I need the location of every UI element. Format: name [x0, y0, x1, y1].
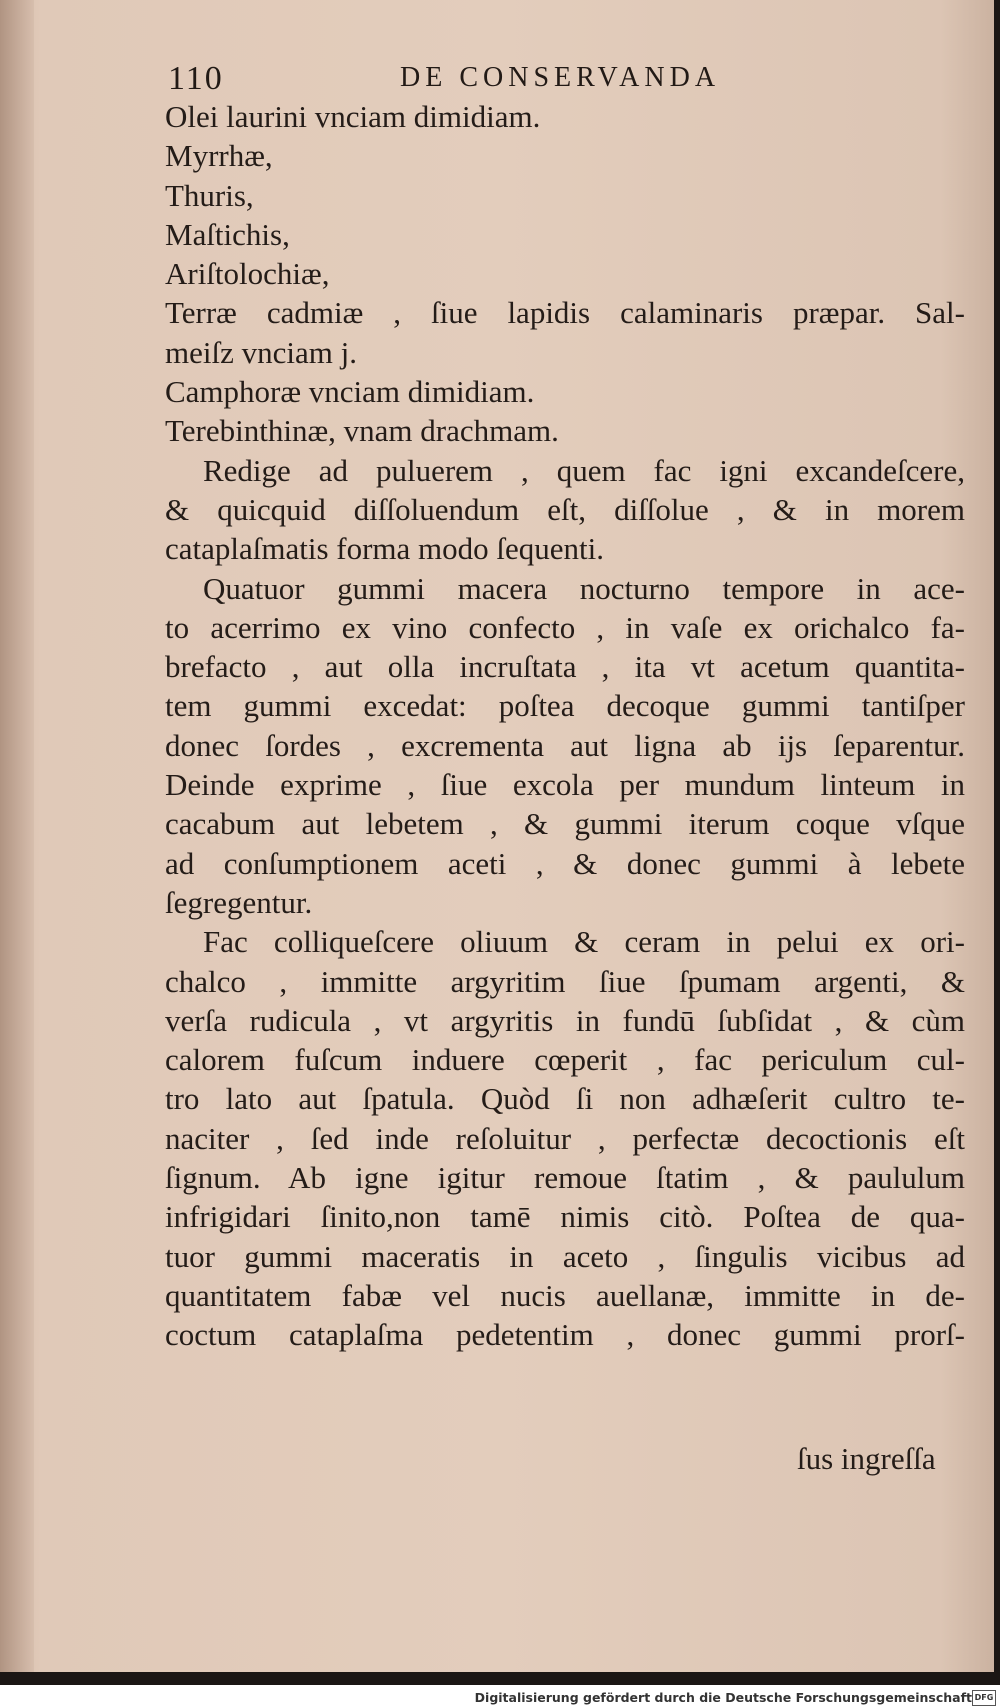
text-line: chalco , immitte argyritim ſiue ſpumam argenti, & — [165, 963, 965, 999]
text-line: infrigidari ſinito,non tamē nimis citò. Poſtea de qua- — [165, 1199, 965, 1235]
body-text — [165, 97, 965, 1355]
page-number: 110 — [168, 60, 224, 97]
text-line: Camphoræ vnciam dimidiam. — [165, 374, 535, 410]
scan-shadow-right — [994, 0, 1000, 1685]
text-line: ad conſumptionem aceti , & donec gummi à lebete — [165, 845, 965, 881]
page-header — [168, 60, 768, 100]
text-line: Deinde exprime , ſiue excola per mundum linteum in — [165, 767, 965, 803]
text-line: Terebinthinæ, vnam drachmam. — [165, 413, 559, 449]
text-line: Fac colliqueſcere oliuum & ceram in pelui ex ori- — [203, 924, 965, 960]
text-line: Thuris, — [165, 177, 254, 213]
footer-credit: Digitalisierung gefördert durch die Deutsche Forschungsgemeinschaft — [474, 1690, 972, 1705]
text-line: Maſtichis, — [165, 216, 290, 252]
catchword: ſus ingreſſa — [797, 1441, 936, 1476]
text-line: naciter , ſed inde reſoluitur , perfectæ decoctionis eſt — [165, 1120, 965, 1156]
scan-shadow-left — [0, 0, 34, 1685]
text-line: ſignum. Ab igne igitur remoue ſtatim , & paululum — [165, 1160, 965, 1196]
text-line: ſegregentur. — [165, 884, 313, 920]
text-line: & quicquid diſſoluendum eſt, diſſolue , & in morem — [165, 491, 965, 527]
text-line: coctum cataplaſma pedetentim , donec gummi prorſ- — [165, 1317, 965, 1353]
text-line: tem gummi excedat: poſtea decoque gummi tantiſper — [165, 688, 965, 724]
scan-shadow-bottom — [0, 1672, 1000, 1685]
text-line: meiſz vnciam j. — [165, 334, 357, 370]
text-line: Ariſtolochiæ, — [165, 256, 330, 292]
text-line: Terræ cadmiæ , ſiue lapidis calaminaris præpar. Sal- — [165, 295, 965, 331]
text-line: calorem fuſcum induere cœperit , fac periculum cul- — [165, 1042, 965, 1078]
text-line: verſa rudicula , vt argyritis in fundū ſubſidat , & cùm — [165, 1002, 965, 1038]
text-line: quantitatem fabæ vel nucis auellanæ, immitte in de- — [165, 1277, 965, 1313]
text-line: Myrrhæ, — [165, 138, 273, 174]
text-line: Quatuor gummi macera nocturno tempore in ace- — [203, 570, 965, 606]
text-line: cataplaſmatis forma modo ſequenti. — [165, 531, 605, 567]
text-line: Redige ad puluerem , quem fac igni excandeſcere, — [203, 452, 965, 488]
text-line: tuor gummi maceratis in aceto , ſingulis vicibus ad — [165, 1238, 965, 1274]
text-line: to acerrimo ex vino confecto , in vaſe ex orichalco fa- — [165, 609, 965, 645]
dfg-logo-icon: DFG — [972, 1690, 996, 1706]
text-line: tro lato aut ſpatula. Quòd ſi non adhæſerit cultro te- — [165, 1081, 965, 1117]
text-line: donec ſordes , excrementa aut ligna ab ijs ſeparentur. — [165, 727, 965, 763]
running-head: DE CONSERVANDA — [400, 62, 721, 93]
text-line: cacabum aut lebetem , & gummi iterum coque vſque — [165, 806, 965, 842]
text-line: Olei laurini vnciam dimidiam. — [165, 99, 541, 134]
text-line: brefacto , aut olla incruſtata , ita vt acetum quantita- — [165, 649, 965, 685]
